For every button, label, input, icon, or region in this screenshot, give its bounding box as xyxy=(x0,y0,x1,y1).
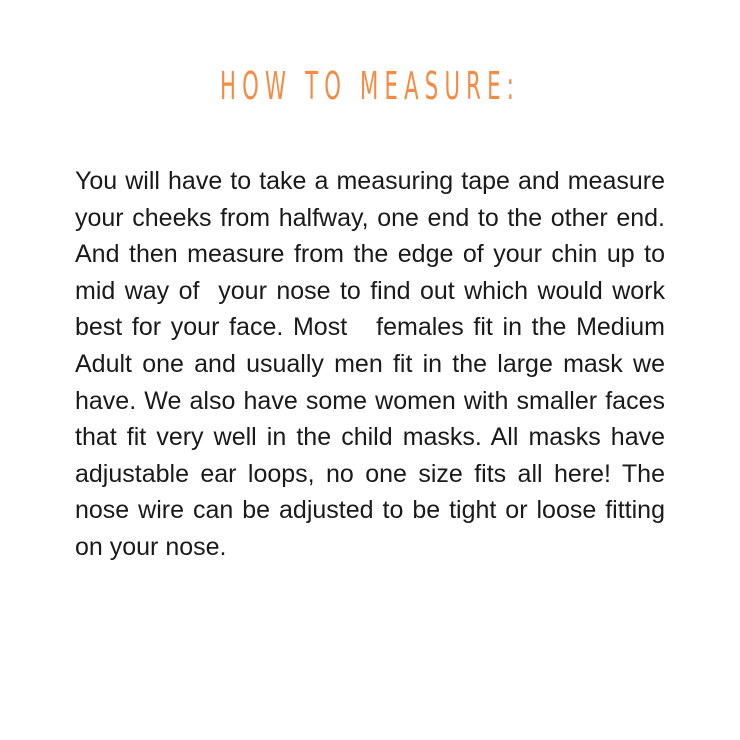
instructions-paragraph: You will have to take a measuring tape and measure your cheeks from halfway, one end to the other end. And then measure from the edge of your chin up to mid way of your nose to find out which would work best for your face. Most females fit in the Medium Adult one and usually men fit in the large mask we have. We also have some women with smaller faces that fit very well in the child masks. All masks have adjustable ear loops, no one size fits all here! The nose wire can be adjusted to be tight or loose fitting on your nose. xyxy=(75,167,672,561)
page-title xyxy=(0,60,740,112)
page-title-text: HOW TO MEASURE: xyxy=(219,64,521,108)
